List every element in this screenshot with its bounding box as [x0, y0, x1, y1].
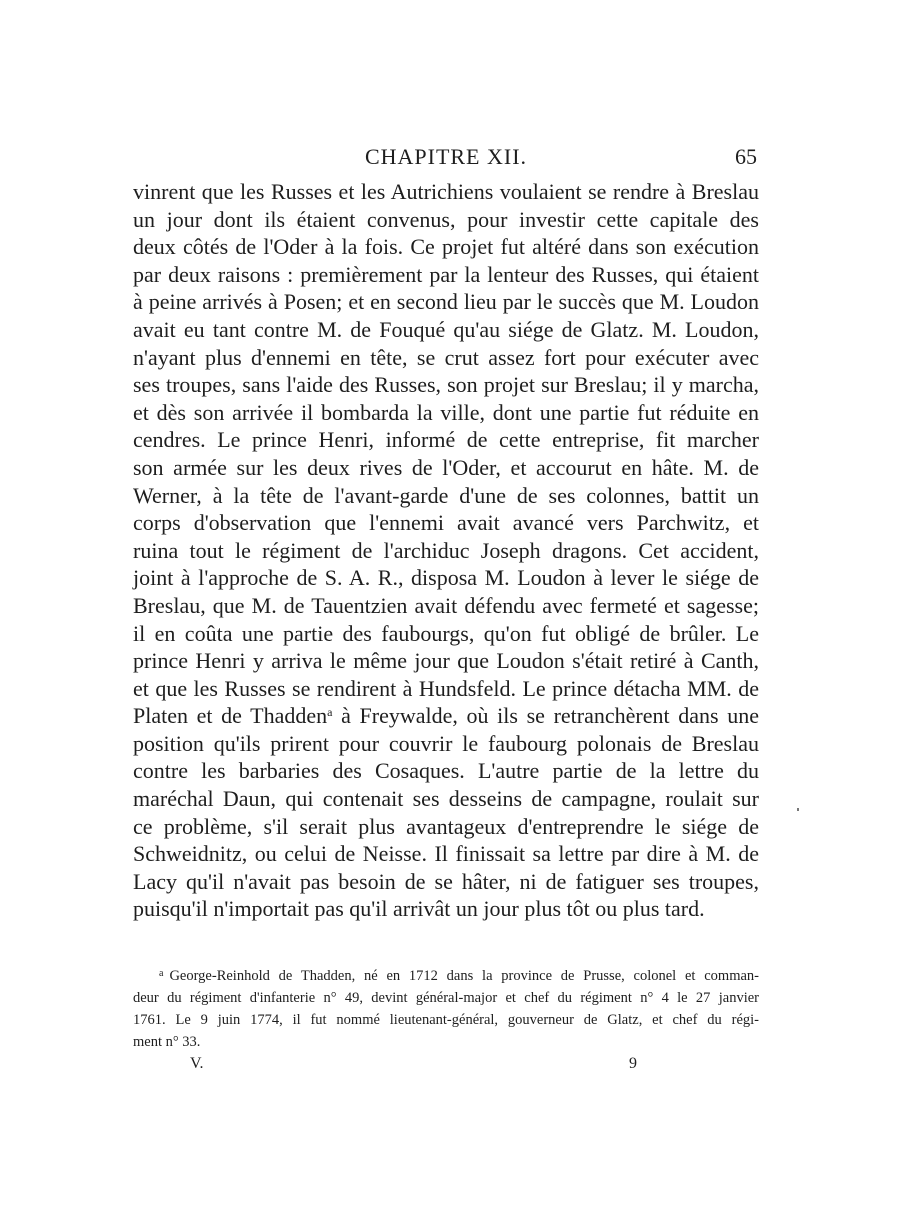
text-line: un jour dont ils étaient convenus, pour investir cette capitale des — [133, 206, 759, 232]
text-line: avait eu tant contre M. de Fouqué qu'au siége de Glatz. M. Loudon, — [133, 316, 759, 342]
footnote-line — [133, 963, 759, 987]
text-line: et que les Russes se rendirent à Hundsfeld. Le prince détacha MM. de — [133, 675, 759, 701]
text-line: son armée sur les deux rives de l'Oder, et accourut en hâte. M. de — [133, 454, 759, 480]
text-line: puisqu'il n'importait pas qu'il arrivât un jour plus tôt ou plus tard. — [133, 896, 705, 922]
text-line: par deux raisons : premièrement par la lenteur des Russes, qui étaient — [133, 261, 759, 287]
page-header — [133, 144, 759, 172]
text-line: à peine arrivés à Posen; et en second lieu par le succès que M. Loudon — [133, 289, 759, 315]
footnote — [133, 963, 759, 1053]
text-line: vinrent que les Russes et les Autrichiens voulaient se rendre à Breslau — [133, 179, 759, 204]
text-line: contre les barbaries des Cosaques. L'autre partie de la lettre du — [133, 758, 759, 784]
text-line: cendres. Le prince Henri, informé de cette entreprise, fit marcher — [133, 427, 759, 453]
text-line: Breslau, que M. de Tauentzien avait défendu avec fermeté et sagesse; — [133, 592, 759, 618]
text-segment: à Freywalde, où ils se retranchèrent dans une — [332, 703, 759, 729]
text-line: Werner, à la tête de l'avant-garde d'une de ses colonnes, battit un — [133, 482, 759, 508]
text-line: deux côtés de l'Oder à la fois. Ce projet fut altéré dans son exécution — [133, 234, 759, 260]
footnote-marker: a — [159, 968, 164, 979]
text-line: joint à l'approche de S. A. R., disposa M. Loudon à lever le siége de — [133, 565, 759, 591]
footnote-line: 1761. Le 9 juin 1774, il fut nommé lieutenant-général, gouverneur de Glatz, et chef du régi- — [133, 1012, 759, 1028]
footnote-line: deur du régiment d'infanterie n° 49, devint général-major et chef du régiment n° 4 le 27 janvier — [133, 990, 759, 1006]
signature-mark: V. — [190, 1055, 204, 1072]
text-line: n'ayant plus d'ennemi en tête, se crut assez fort pour exécuter avec — [133, 344, 759, 370]
footnote-reference: a — [327, 705, 333, 720]
text-segment: Platen et de Thadden — [133, 703, 328, 729]
sheet-number: 9 — [629, 1055, 637, 1072]
footnote-line: ment n° 33. — [133, 1034, 201, 1050]
text-line: position qu'ils prirent pour couvrir le faubourg polonais de Breslau — [133, 730, 759, 756]
text-line: il en coûta une partie des faubourgs, qu'on fut obligé de brûler. Le — [133, 620, 759, 646]
text-line: corps d'observation que l'ennemi avait avancé vers Parchwitz, et — [133, 510, 759, 536]
text-line: maréchal Daun, qui contenait ses desseins de campagne, roulait sur — [133, 786, 759, 812]
text-line: et dès son arrivée il bombarda la ville, dont une partie fut réduite en — [133, 399, 759, 425]
text-line: Lacy qu'il n'avait pas besoin de se hâter, ni de fatiguer ses troupes, — [133, 868, 759, 894]
text-line-with-footnote-ref — [133, 702, 759, 730]
text-line: ruina tout le régiment de l'archiduc Joseph dragons. Cet accident, — [133, 537, 759, 563]
text-line: Schweidnitz, ou celui de Neisse. Il finissait sa lettre par dire à M. de — [133, 841, 759, 867]
running-title: CHAPITRE XII. — [364, 144, 528, 169]
footnote-text: George-Reinhold de Thadden, né en 1712 dans la province de Prusse, colonel et comman- — [169, 968, 759, 984]
text-line: ses troupes, sans l'aide des Russes, son projet sur Breslau; il y marcha, — [133, 372, 759, 398]
main-text — [133, 178, 759, 923]
text-line: prince Henri y arriva le même jour que Loudon s'était retiré à Canth, — [133, 648, 759, 674]
scan-speck — [797, 808, 799, 811]
page-number: 65 — [735, 144, 757, 169]
text-line: ce problème, s'il serait plus avantageux d'entreprendre le siége de — [133, 813, 759, 839]
